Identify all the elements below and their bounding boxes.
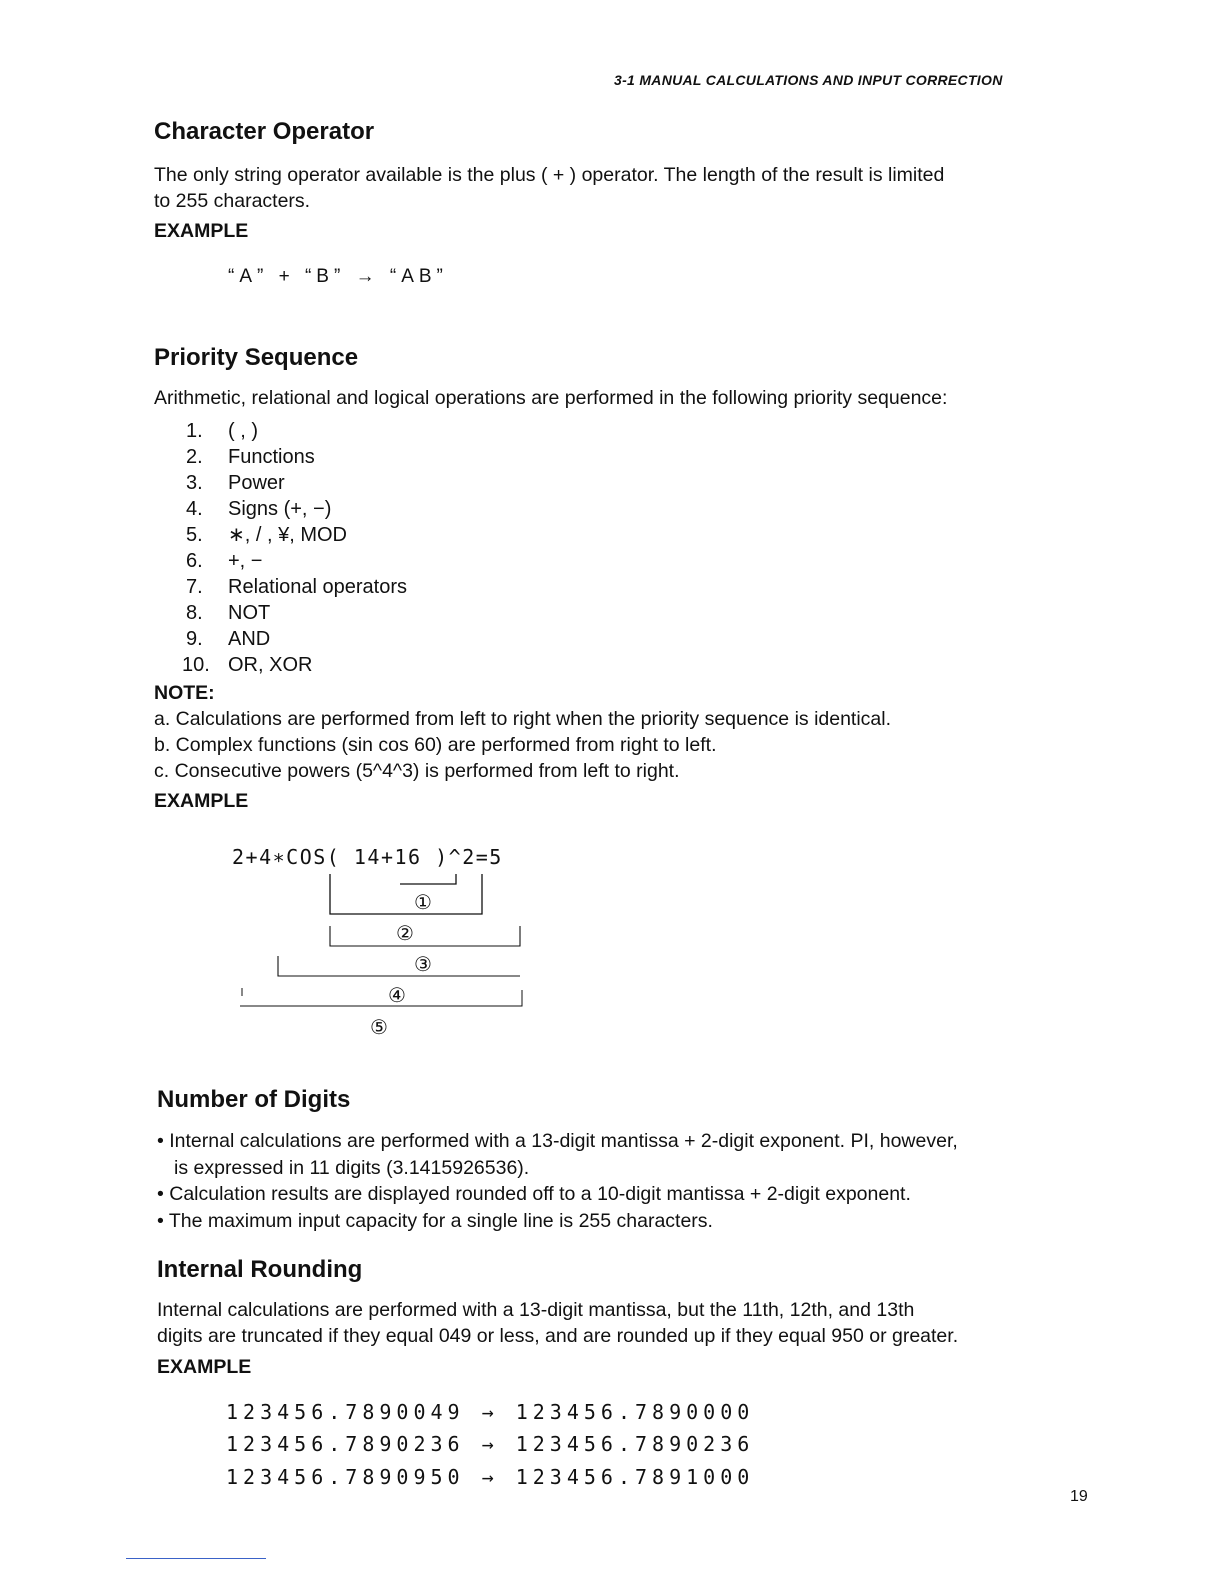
rounding-input: 123456.7890236 (226, 1432, 465, 1456)
list-item-number: 5. (186, 524, 203, 546)
list-item-number: 6. (186, 550, 203, 572)
list-item (186, 470, 407, 496)
heading-priority-sequence: Priority Sequence (154, 344, 359, 371)
note-b: b. Complex functions (sin cos 60) are performed from right to left. (154, 734, 717, 756)
list-item-number: 7. (186, 576, 203, 598)
priority-intro: Arithmetic, relational and logical operations are performed in the following priority sequence: (154, 387, 948, 409)
list-item (186, 626, 407, 652)
step-5-label: ⑤ (370, 1015, 388, 1039)
list-item (186, 522, 407, 548)
list-item-number: 3. (186, 472, 203, 494)
digits-bullets (157, 1128, 958, 1234)
heading-internal-rounding: Internal Rounding (157, 1256, 363, 1283)
list-item-text: Relational operators (228, 576, 407, 598)
list-item-text: ( , ) (228, 420, 258, 442)
bracket-3 (330, 926, 520, 946)
digits-bullet-1-line2: is expressed in 11 digits (3.1415926536). (174, 1156, 530, 1179)
arrow-icon: → (481, 1432, 499, 1456)
step-3-label: ③ (414, 952, 432, 976)
rounding-row (226, 1465, 754, 1489)
list-item-text: AND (228, 628, 271, 650)
step-4-label: ④ (388, 983, 406, 1007)
char-op-example: “A” + “B” → “AB” (228, 266, 448, 287)
list-item-number: 8. (186, 602, 203, 624)
list-item (186, 444, 407, 470)
list-item (186, 600, 407, 626)
rounding-text-line1: Internal calculations are performed with a 13-digit mantissa, but the 11th, 12th, and 13th (157, 1299, 915, 1321)
rounding-text-line2: digits are truncated if they equal 049 or less, and are rounded up if they equal 950 or greater. (157, 1325, 959, 1347)
char-op-example-label: EXAMPLE (154, 220, 249, 242)
diagram-expression: 2+4∗COS( 14+16 )^2=5 (232, 845, 503, 869)
list-item-number: 9. (186, 628, 203, 650)
list-item (182, 652, 407, 678)
char-op-text-line1: The only string operator available is the plus ( + ) operator. The length of the result is limited (154, 164, 945, 186)
char-op-text-line2: to 255 characters. (154, 190, 311, 212)
footer-rule (126, 1558, 266, 1559)
list-item-text: Functions (228, 446, 315, 468)
bracket-4 (278, 956, 520, 976)
heading-character-operator: Character Operator (154, 118, 375, 145)
list-item (186, 418, 407, 444)
rounding-output: 123456.7890236 (515, 1432, 755, 1456)
running-header: 3-1 MANUAL CALCULATIONS AND INPUT CORRECTION (614, 72, 1003, 88)
bracket-1 (400, 874, 456, 884)
list-item-number: 4. (186, 498, 203, 520)
step-2-label: ② (396, 921, 414, 945)
list-item-text: NOT (228, 602, 271, 624)
priority-diagram (230, 844, 590, 1044)
priority-example-label: EXAMPLE (154, 790, 249, 812)
rounding-input: 123456.7890950 (226, 1465, 465, 1489)
page-number: 19 (1070, 1488, 1088, 1505)
list-item-text: Power (228, 472, 285, 494)
rounding-input: 123456.7890049 (226, 1400, 465, 1424)
step-1-label: ① (414, 890, 432, 914)
priority-list (182, 418, 407, 678)
digits-bullet-1-line1: • Internal calculations are performed with a 13-digit mantissa + 2-digit exponent. PI, however, (157, 1130, 958, 1152)
heading-number-of-digits: Number of Digits (157, 1086, 351, 1113)
list-item (186, 574, 407, 600)
arrow-icon: → (481, 1465, 499, 1489)
rounding-example-label: EXAMPLE (157, 1356, 252, 1378)
rounding-row (226, 1400, 754, 1424)
note-a: a. Calculations are performed from left to right when the priority sequence is identical. (154, 708, 892, 730)
note-c: c. Consecutive powers (5^4^3) is performed from left to right. (154, 760, 680, 782)
note-label: NOTE: (154, 682, 215, 704)
rounding-output: 123456.7890000 (515, 1400, 755, 1424)
list-item-number: 1. (186, 420, 203, 442)
bracket-2 (330, 874, 482, 914)
list-item-text: +, − (228, 550, 263, 572)
list-item (186, 548, 407, 574)
list-item-number: 2. (186, 446, 203, 468)
digits-bullet-3: • The maximum input capacity for a single line is 255 characters. (157, 1209, 713, 1232)
list-item-text: Signs (+, −) (228, 498, 332, 520)
digits-bullet-2: • Calculation results are displayed rounded off to a 10-digit mantissa + 2-digit exponent. (157, 1183, 911, 1205)
list-item-number: 10. (182, 654, 210, 676)
list-item-text: ∗, / , ¥, MOD (228, 524, 347, 546)
list-item (186, 496, 407, 522)
rounding-output: 123456.7891000 (515, 1465, 755, 1489)
arrow-icon: → (481, 1400, 499, 1424)
list-item-text: OR, XOR (228, 654, 313, 676)
bracket-5 (240, 990, 522, 1006)
rounding-row (226, 1432, 754, 1456)
